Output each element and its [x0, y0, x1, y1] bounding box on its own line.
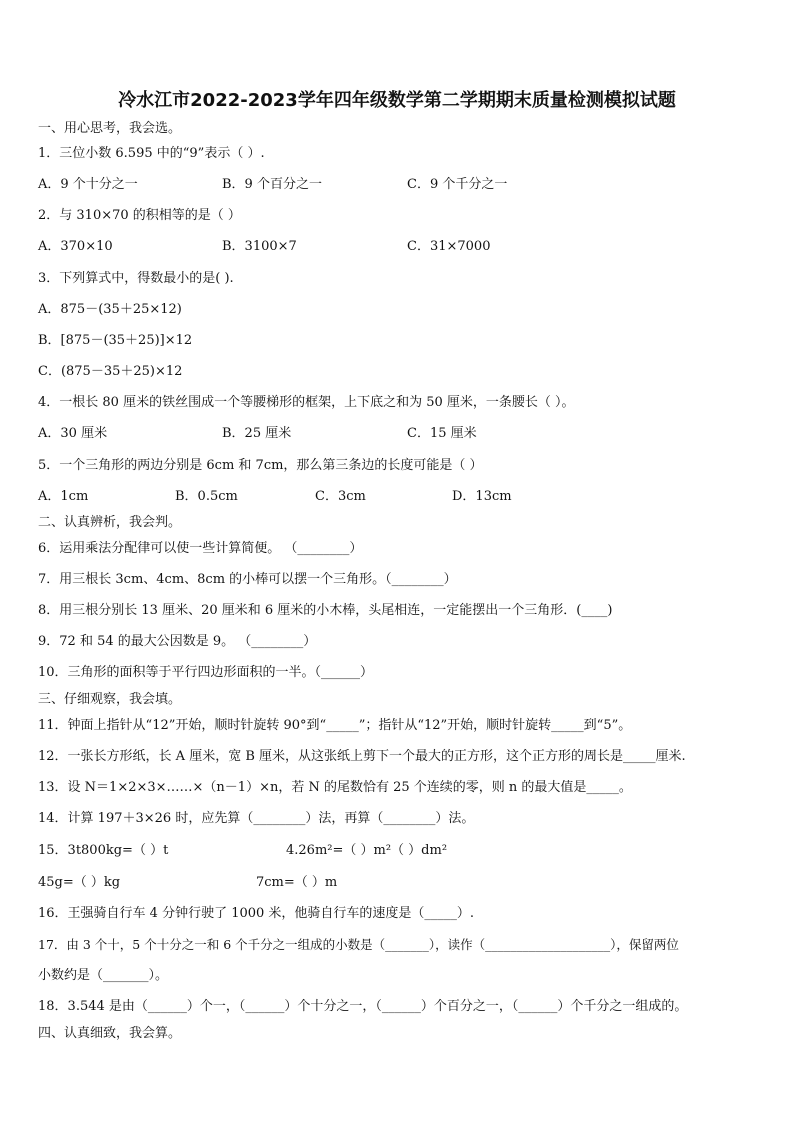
question-9: 9．72 和 54 的最大公因数是 9。 （________）	[38, 634, 317, 649]
question-3-option-c: C．(875－35＋25)×12	[38, 364, 183, 379]
question-6: 6．运用乘法分配律可以使一些计算简便。 （________）	[38, 541, 363, 556]
question-1-stem: 1．三位小数 6.595 中的“9”表示（ ）.	[38, 146, 265, 161]
section-heading-2: 二、认真辨析，我会判。	[38, 515, 182, 530]
section-heading-4: 四、认真细致，我会算。	[38, 1026, 182, 1041]
question-15-part-a: 15．3t800kg=（ ）t	[38, 843, 169, 858]
question-12: 12．一张长方形纸，长 A 厘米，宽 B 厘米，从这张纸上剪下一个最大的正方形，这个正方形的周长是_____厘米.	[38, 749, 686, 764]
question-15-part-b: 4.26m²=（ ）m²（ ）dm²	[286, 843, 448, 858]
question-8: 8．用三根分别长 13 厘米、20 厘米和 6 厘米的小木棒，头尾相连，一定能摆出一个三角形．(____)	[38, 603, 613, 618]
question-2-option-c: C．31×7000	[407, 239, 491, 254]
question-3-stem: 3．下列算式中，得数最小的是( ).	[38, 271, 234, 286]
question-2-option-b: B．3100×7	[222, 239, 297, 254]
page-title: 冷水江市2022-2023学年四年级数学第二学期期末质量检测模拟试题	[118, 90, 676, 111]
question-11: 11．钟面上指针从“12”开始，顺时针旋转 90°到“_____”；指针从“12”开始，顺时针旋转_____到“5”。	[38, 718, 632, 733]
question-15-part-c: 45g=（ ）kg	[38, 875, 121, 890]
question-5-option-a: A．1cm	[38, 489, 89, 504]
question-4-option-c: C．15 厘米	[407, 426, 477, 441]
question-16: 16．王强骑自行车 4 分钟行驶了 1000 米，他骑自行车的速度是（_____）.	[38, 906, 475, 921]
question-1-option-c: C．9 个千分之一	[407, 177, 508, 192]
question-3-option-b: B．[875－(35＋25)]×12	[38, 333, 193, 348]
question-14: 14．计算 197＋3×26 时，应先算（________）法，再算（________）法。	[38, 811, 475, 826]
section-heading-3: 三、仔细观察，我会填。	[38, 692, 182, 707]
question-5-option-d: D．13cm	[452, 489, 512, 504]
question-1-option-b: B．9 个百分之一	[222, 177, 322, 192]
question-17-line-1: 17．由 3 个十，5 个十分之一和 6 个千分之一组成的小数是（_______），读作（____________________），保留两位	[38, 937, 679, 952]
question-18: 18．3.544 是由（______）个一，（______）个十分之一，（______）个百分之一，（______）个千分之一组成的。	[38, 999, 688, 1014]
question-7: 7．用三根长 3cm、4cm、8cm 的小棒可以摆一个三角形。（________）	[38, 572, 457, 587]
question-13: 13．设 N＝1×2×3×……×（n－1）×n，若 N 的尾数恰有 25 个连续的零，则 n 的最大值是_____。	[38, 780, 632, 795]
question-4-stem: 4．一根长 80 厘米的铁丝围成一个等腰梯形的框架，上下底之和为 50 厘米，一条腰长（ ）。	[38, 395, 575, 410]
question-5-stem: 5．一个三角形的两边分别是 6cm 和 7cm，那么第三条边的长度可能是（ ）	[38, 458, 483, 473]
question-10: 10．三角形的面积等于平行四边形面积的一半。（______）	[38, 665, 374, 680]
question-3-option-a: A．875－(35＋25×12)	[38, 302, 182, 317]
question-1-option-a: A．9 个十分之一	[38, 177, 138, 192]
question-15-part-d: 7cm=（ ）m	[256, 875, 338, 890]
question-2-option-a: A．370×10	[38, 239, 113, 254]
question-5-option-c: C．3cm	[315, 489, 366, 504]
question-17-line-2: 小数约是（_______）。	[38, 968, 169, 983]
question-4-option-b: B．25 厘米	[222, 426, 292, 441]
question-4-option-a: A．30 厘米	[38, 426, 108, 441]
question-5-option-b: B．0.5cm	[175, 489, 238, 504]
section-heading-1: 一、用心思考，我会选。	[38, 121, 182, 136]
question-2-stem: 2．与 310×70 的积相等的是（ ）	[38, 208, 241, 223]
